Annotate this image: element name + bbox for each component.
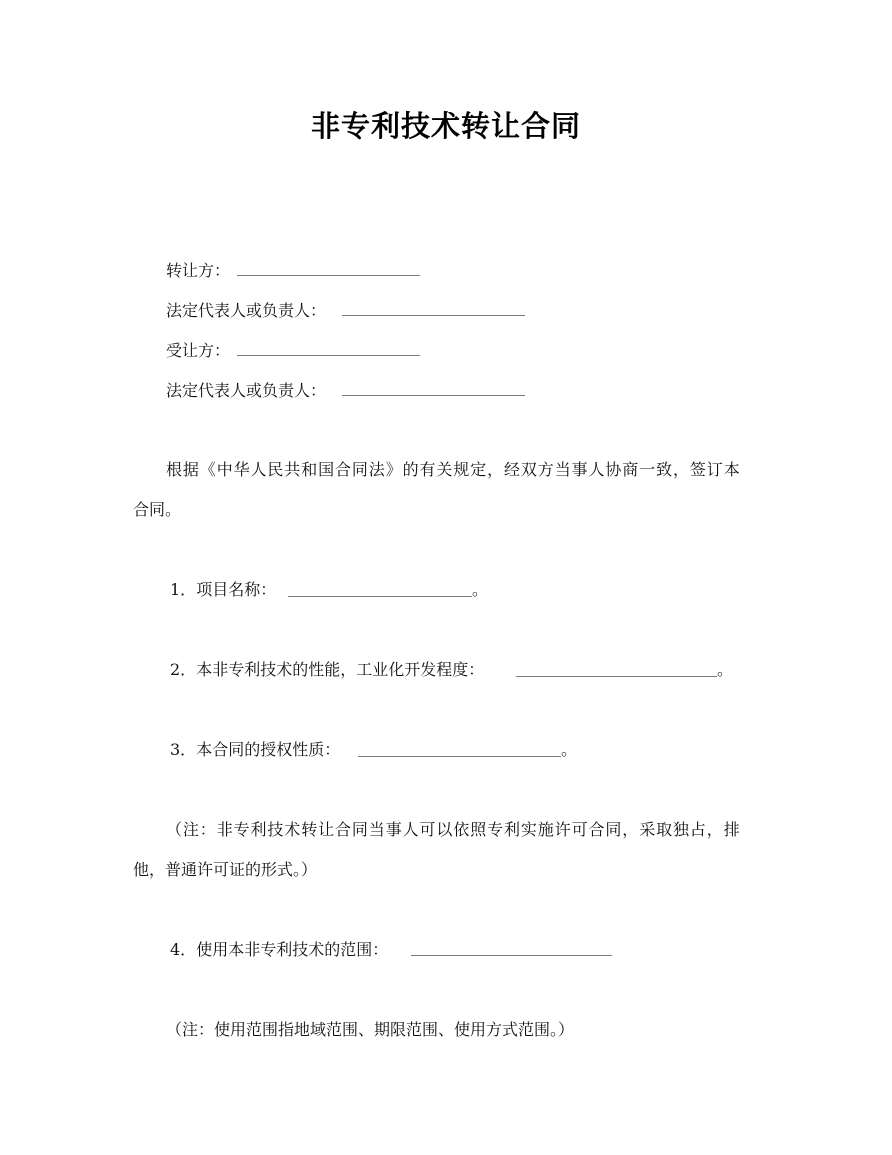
- clause-1-field[interactable]: [288, 596, 472, 597]
- note-2-line-1: （注：使用范围指地域范围、期限范围、使用方式范围。）: [166, 1020, 575, 1039]
- clause-3-label: 本合同的授权性质：: [196, 740, 341, 759]
- document-title: 非专利技术转让合同: [310, 109, 581, 143]
- clause-3-end: 。: [561, 740, 578, 759]
- party-transferor-field[interactable]: [237, 275, 420, 276]
- clause-2-label: 本非专利技术的性能，工业化开发程度：: [196, 660, 485, 679]
- party-transferor-rep-label: 法定代表人或负责人：: [166, 301, 327, 320]
- note-1-line-1: （注：非专利技术转让合同当事人可以依照专利实施许可合同，采取独占，排: [166, 820, 741, 839]
- clause-2: [170, 660, 484, 680]
- party-transferee-rep-label: 法定代表人或负责人：: [166, 381, 327, 400]
- clause-1-number: 1．: [170, 580, 197, 599]
- party-transferee-rep-field[interactable]: [342, 395, 525, 396]
- clause-4-label: 使用本非专利技术的范围：: [196, 940, 389, 959]
- clause-3-field[interactable]: [358, 756, 561, 757]
- clause-3: [170, 740, 340, 760]
- clause-1-end: 。: [472, 580, 489, 599]
- clause-4-number: 4．: [170, 940, 197, 959]
- clause-2-field[interactable]: [516, 676, 717, 677]
- party-transferor-rep-field[interactable]: [342, 315, 525, 316]
- clause-1: [170, 580, 276, 600]
- clause-2-end: 。: [717, 660, 734, 679]
- clause-3-number: 3．: [170, 740, 197, 759]
- party-transferee-field[interactable]: [237, 355, 420, 356]
- party-transferee-label: 受让方：: [166, 341, 231, 360]
- clause-2-number: 2．: [170, 660, 197, 679]
- preamble-line-2: 合同。: [133, 500, 182, 519]
- clause-4-field[interactable]: [411, 955, 612, 956]
- clause-1-label: 项目名称：: [196, 580, 277, 599]
- preamble-line-1: 根据《中华人民共和国合同法》的有关规定，经双方当事人协商一致，签订本: [166, 460, 741, 479]
- party-transferor-label: 转让方：: [166, 261, 231, 280]
- clause-4: [170, 940, 388, 960]
- note-1-line-2: 他，普通许可证的形式。）: [133, 860, 318, 879]
